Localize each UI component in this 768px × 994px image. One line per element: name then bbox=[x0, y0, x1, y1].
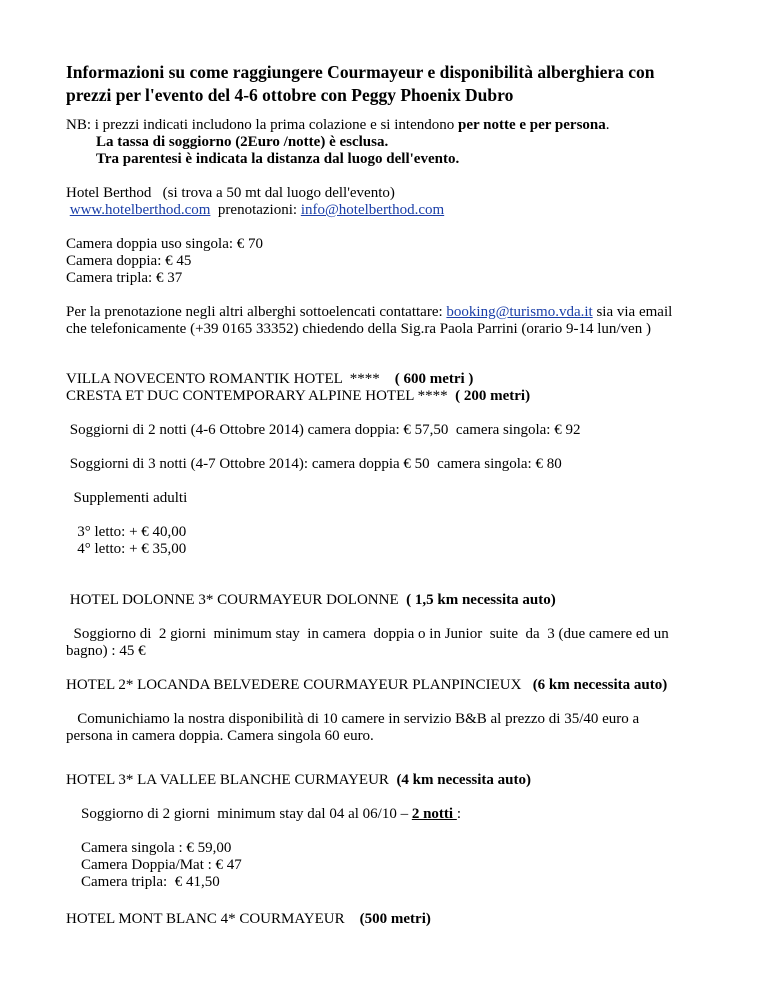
nb-line-3: Tra parentesi è indicata la distanza dal luogo dell'evento. bbox=[96, 151, 460, 167]
belvedere-line-1: Comunichiamo la nostra disponibilità di 10 camere in servizio B&B al prezzo di 35/40 euro a bbox=[66, 711, 640, 727]
hotel-distance: ( 200 metri) bbox=[451, 388, 531, 404]
vallee-price-3: Camera tripla: € 41,50 bbox=[66, 874, 220, 890]
berthod-links bbox=[66, 202, 444, 219]
hotel-distance: ( 1,5 km necessita auto) bbox=[402, 592, 556, 608]
dolonne-line-1: Soggiorno di 2 giorni minimum stay in camera doppia o in Junior suite da 3 (due camere ed un bbox=[66, 626, 669, 642]
contact-email-link[interactable]: booking@turismo.vda.it bbox=[446, 304, 593, 320]
hotel-name: HOTEL 3* LA VALLEE BLANCHE CURMAYEUR bbox=[66, 772, 393, 788]
berthod-price-1: Camera doppia uso singola: € 70 bbox=[66, 236, 264, 252]
stay-text: Soggiorno di 2 giorni minimum stay dal 04 al 06/10 – bbox=[66, 806, 412, 822]
contact-text: Per la prenotazione negli altri alberghi sottoelencati contattare: bbox=[66, 304, 447, 320]
hotel-name: CRESTA ET DUC CONTEMPORARY ALPINE HOTEL **** bbox=[66, 388, 452, 404]
belvedere-line-2: persona in camera doppia. Camera singola 60 euro. bbox=[66, 728, 374, 744]
hotel-name: HOTEL 2* LOCANDA BELVEDERE COURMAYEUR PLANPINCIEUX bbox=[66, 677, 529, 693]
stay-colon: : bbox=[456, 806, 461, 822]
contact-text-end: sia via email bbox=[592, 304, 673, 320]
hotel-distance: (500 metri) bbox=[355, 911, 431, 927]
nb-bold-text: per notte e per persona bbox=[457, 117, 606, 133]
supplements-label: Supplementi adulti bbox=[66, 490, 188, 506]
hotel-name: HOTEL DOLONNE 3* COURMAYEUR DOLONNE bbox=[66, 592, 403, 608]
villa-stay-3-nights: Soggiorni di 3 notti (4-7 Ottobre 2014): camera doppia € 50 camera singola: € 80 bbox=[66, 456, 562, 472]
berthod-website-link[interactable]: www.hotelberthod.com bbox=[69, 202, 211, 218]
nb-text: NB: i prezzi indicati includono la prima colazione e si intendono bbox=[66, 117, 458, 133]
berthod-name: Hotel Berthod (si trova a 50 mt dal luogo dell'evento) bbox=[66, 185, 395, 201]
dolonne-title bbox=[66, 592, 556, 609]
supplement-3rd-bed: 3° letto: + € 40,00 bbox=[66, 524, 187, 540]
nb-line-1 bbox=[66, 117, 610, 134]
contact-line-2: che telefonicamente (+39 0165 33352) chiedendo della Sig.ra Paola Parrini (orario 9-14 lun/ven ) bbox=[66, 321, 651, 337]
montblanc-title bbox=[66, 911, 431, 928]
nb-line-2: La tassa di soggiorno (2Euro /notte) è esclusa. bbox=[96, 134, 389, 150]
vallee-stay bbox=[66, 806, 461, 823]
vallee-price-2: Camera Doppia/Mat : € 47 bbox=[66, 857, 242, 873]
hotel-distance: (4 km necessita auto) bbox=[392, 772, 532, 788]
vallee-title bbox=[66, 772, 531, 789]
nb-period: . bbox=[605, 117, 610, 133]
contact-line-1 bbox=[66, 304, 672, 321]
page-title-line-2: prezzi per l'evento del 4-6 ottobre con Peggy Phoenix Dubro bbox=[66, 85, 514, 105]
page-title-line-1: Informazioni su come raggiungere Courmayeur e disponibilità alberghiera con bbox=[66, 62, 655, 82]
villa-hotel-2 bbox=[66, 388, 530, 405]
nights-count: 2 notti bbox=[411, 806, 457, 822]
belvedere-title bbox=[66, 677, 667, 694]
villa-stay-2-nights: Soggiorni di 2 notti (4-6 Ottobre 2014) camera doppia: € 57,50 camera singola: € 92 bbox=[66, 422, 581, 438]
villa-hotel-1 bbox=[66, 371, 473, 388]
dolonne-line-2: bagno) : 45 € bbox=[66, 643, 146, 659]
hotel-distance: ( 600 metri ) bbox=[394, 371, 474, 387]
booking-label: prenotazioni: bbox=[210, 202, 301, 218]
vallee-price-1: Camera singola : € 59,00 bbox=[66, 840, 232, 856]
berthod-email-link[interactable]: info@hotelberthod.com bbox=[300, 202, 445, 218]
berthod-price-2: Camera doppia: € 45 bbox=[66, 253, 192, 269]
supplement-4th-bed: 4° letto: + € 35,00 bbox=[66, 541, 187, 557]
hotel-distance: (6 km necessita auto) bbox=[528, 677, 668, 693]
hotel-name: HOTEL MONT BLANC 4* COURMAYEUR bbox=[66, 911, 356, 927]
berthod-price-3: Camera tripla: € 37 bbox=[66, 270, 183, 286]
hotel-name: VILLA NOVECENTO ROMANTIK HOTEL **** bbox=[66, 371, 395, 387]
